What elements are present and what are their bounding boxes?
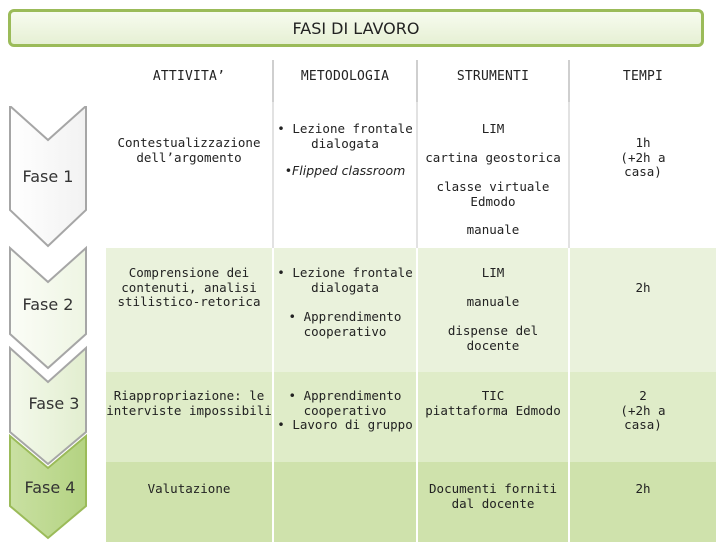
row1-strumenti-lim: LIM [481, 121, 505, 136]
header-strumenti: STRUMENTI [456, 69, 530, 84]
header-attivita: ATTIVITA’ [152, 69, 226, 84]
row3-tempi: 2 (+2h a casa) [620, 388, 666, 432]
title-bar [8, 9, 704, 47]
row1-strumenti-cartina: cartina geostorica [425, 150, 561, 165]
row3-attivita: Riappropriazione: le interviste impossibili [106, 388, 272, 418]
row2-strumenti-lim: LIM [481, 265, 505, 280]
row2-strumenti-dispense: dispense del docente [447, 323, 539, 353]
phase-4-label: Fase 4 [24, 478, 76, 497]
row-band-4 [106, 462, 716, 542]
row3-strumenti: TIC piattaforma Edmodo [425, 388, 561, 418]
header-tempi: TEMPI [622, 69, 664, 84]
row1-strumenti-manuale: manuale [466, 222, 520, 237]
row2-strumenti-manuale: manuale [466, 294, 520, 309]
row2-tempi: 2h [635, 280, 651, 295]
phase-3-label: Fase 3 [28, 394, 80, 413]
row4-strumenti: Documenti forniti dal docente [429, 481, 557, 511]
row1-attivita: Contestualizzazione dell’argomento [117, 135, 261, 165]
row4-tempi: 2h [635, 481, 651, 496]
row2-metodologia-a: • Lezione frontale dialogata [277, 265, 413, 295]
row4-attivita: Valutazione [147, 481, 231, 496]
row1-strumenti-classe: classe virtuale Edmodo [436, 179, 550, 209]
phase-1-label: Fase 1 [22, 167, 74, 186]
row1-metodologia: • Lezione frontale dialogata [277, 121, 413, 151]
row1-tempi: 1h (+2h a casa) [620, 135, 666, 179]
row3-metodologia: • Apprendimento cooperativo • Lavoro di gruppo [277, 388, 413, 432]
header-metodologia: METODOLOGIA [300, 69, 390, 84]
page-title: FASI DI LAVORO [292, 18, 420, 38]
row2-attivita: Comprensione dei contenuti, analisi stilistico-retorica [117, 265, 261, 309]
phase-2-label: Fase 2 [22, 295, 74, 314]
row1-metodologia-flipped: •Flipped classroom [284, 163, 406, 178]
row2-metodologia-b: • Apprendimento cooperativo [288, 309, 402, 339]
